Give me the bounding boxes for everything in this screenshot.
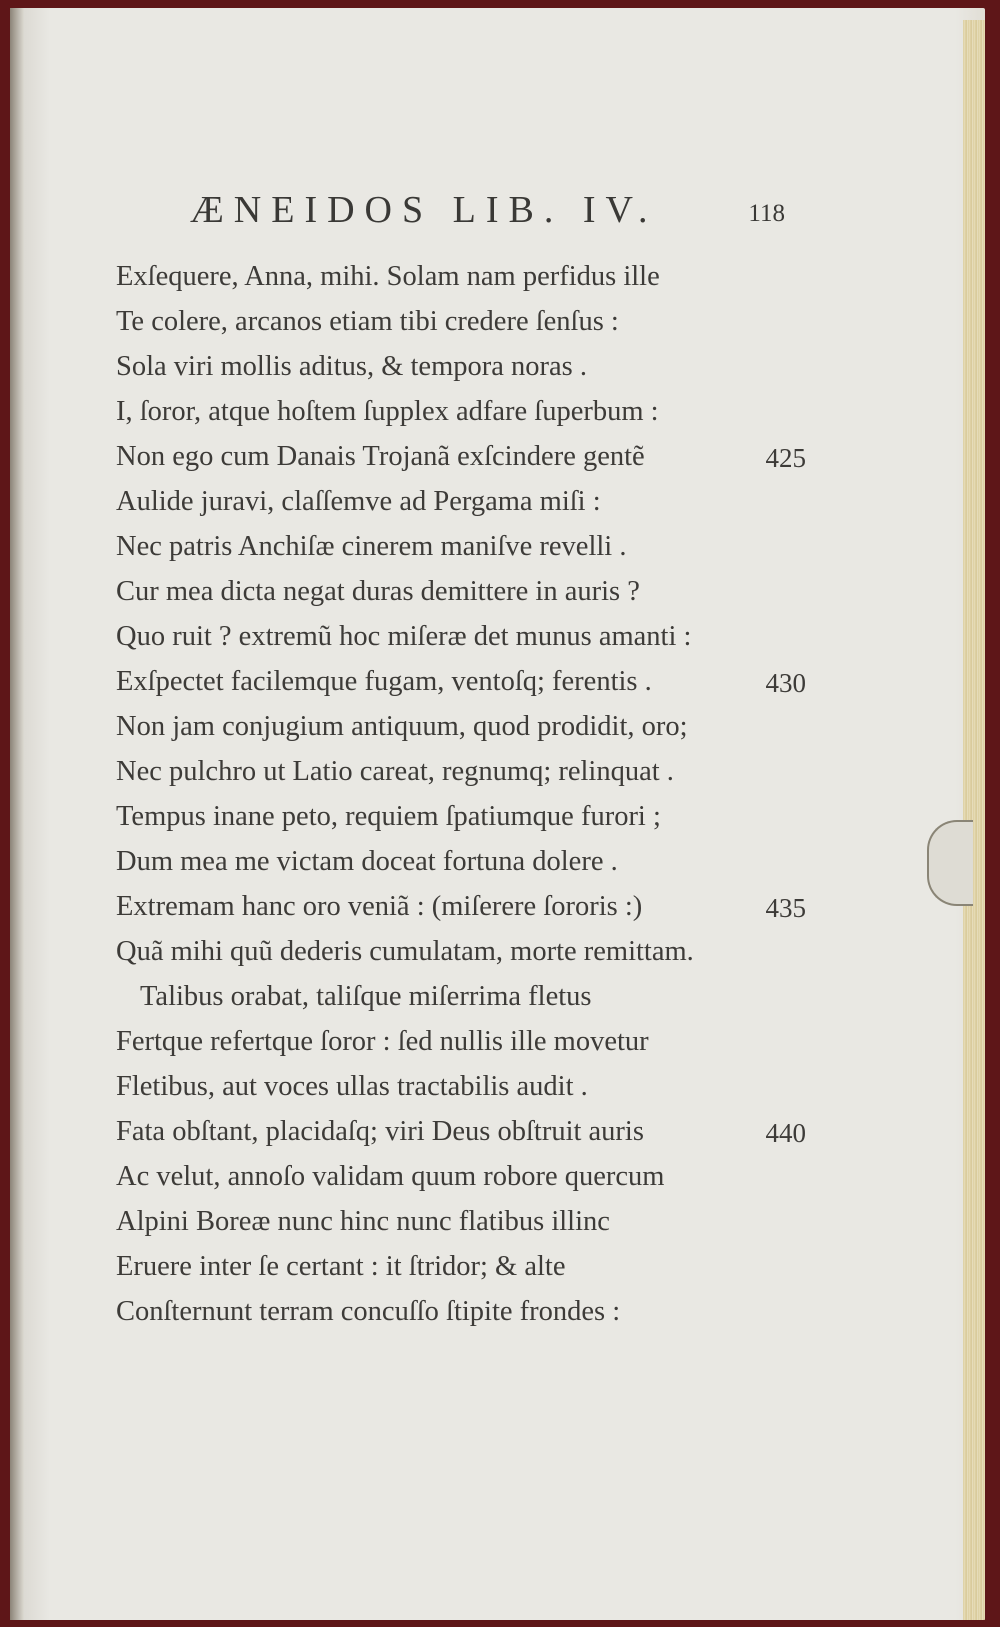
verse-line	[116, 569, 806, 614]
page-number: 118	[748, 200, 785, 227]
verse-text: Extremam hanc oro veniã : (miſerere ſororis :)	[116, 891, 643, 922]
verse-line	[116, 389, 806, 434]
verse-text: Quã mihi quũ dederis cumulatam, morte remittam.	[116, 936, 694, 967]
verse-text: Alpini Boreæ nunc hinc nunc flatibus illinc	[116, 1206, 610, 1237]
verse-line	[116, 299, 806, 344]
verse-text: Fertque refertque ſoror : ſed nullis ille movetur	[116, 1026, 649, 1057]
verse-text: Non ego cum Danais Trojanã exſcindere gentẽ	[116, 441, 645, 472]
verse-text: Conſternunt terram concuſſo ſtipite frondes :	[116, 1296, 621, 1327]
verse-text: Ac velut, annoſo validam quum robore quercum	[116, 1161, 665, 1192]
verse-block	[116, 254, 806, 1334]
verse-line	[116, 794, 806, 839]
verse-text: Aulide juravi, claſſemve ad Pergama miſi :	[116, 486, 601, 517]
page-gutter	[10, 8, 24, 1620]
verse-text: Quo ruit ? extremũ hoc miſeræ det munus amanti :	[116, 621, 692, 652]
verse-line	[116, 659, 806, 704]
verse-text: Cur mea dicta negat duras demittere in auris ?	[116, 576, 640, 607]
verse-line	[116, 1199, 806, 1244]
verse-line	[116, 434, 806, 479]
line-number: 425	[765, 443, 806, 473]
verse-line	[116, 1019, 806, 1064]
verse-text: Talibus orabat, taliſque miſerrima fletus	[140, 981, 592, 1012]
verse-text: Dum mea me victam doceat fortuna dolere .	[116, 846, 618, 877]
verse-text: Nec patris Anchiſæ cinerem maniſve revelli .	[116, 531, 627, 562]
line-number: 440	[765, 1118, 806, 1148]
verse-text: Te colere, arcanos etiam tibi credere ſenſus :	[116, 306, 619, 337]
verse-line	[116, 1064, 806, 1109]
verse-line	[116, 704, 806, 749]
verse-line	[116, 839, 806, 884]
line-number: 430	[765, 668, 806, 698]
book-page	[10, 8, 985, 1620]
verse-text: Sola viri mollis aditus, & tempora noras .	[116, 351, 587, 382]
verse-line	[116, 524, 806, 569]
running-title: ÆNEIDOS LIB. IV.	[190, 189, 658, 231]
verse-text: Fata obſtant, placidaſq; viri Deus obſtruit auris	[116, 1116, 644, 1147]
verse-line	[116, 974, 806, 1019]
verse-line	[116, 749, 806, 794]
verse-line	[116, 1154, 806, 1199]
line-number: 435	[765, 893, 806, 923]
verse-line	[116, 1244, 806, 1289]
verse-text: I, ſoror, atque hoſtem ſupplex adfare ſuperbum :	[116, 396, 659, 427]
verse-text: Exſequere, Anna, mihi. Solam nam perfidus ille	[116, 261, 660, 292]
verse-text: Exſpectet facilemque fugam, ventoſq; ferentis .	[116, 666, 652, 697]
verse-line	[116, 614, 806, 659]
verse-text: Fletibus, aut voces ullas tractabilis audit .	[116, 1071, 588, 1102]
verse-line	[116, 254, 806, 299]
verse-text: Eruere inter ſe certant : it ſtridor; & alte	[116, 1251, 566, 1282]
verse-line	[116, 1289, 806, 1334]
verse-line	[116, 1109, 806, 1154]
verse-line	[116, 344, 806, 389]
thumb-tab-mark	[927, 820, 973, 906]
verse-line	[116, 929, 806, 974]
verse-line	[116, 884, 806, 929]
verse-text: Nec pulchro ut Latio careat, regnumq; relinquat .	[116, 756, 674, 787]
verse-text: Non jam conjugium antiquum, quod prodidit, oro;	[116, 711, 688, 742]
verse-line	[116, 479, 806, 524]
verse-text: Tempus inane peto, requiem ſpatiumque furori ;	[116, 801, 661, 832]
